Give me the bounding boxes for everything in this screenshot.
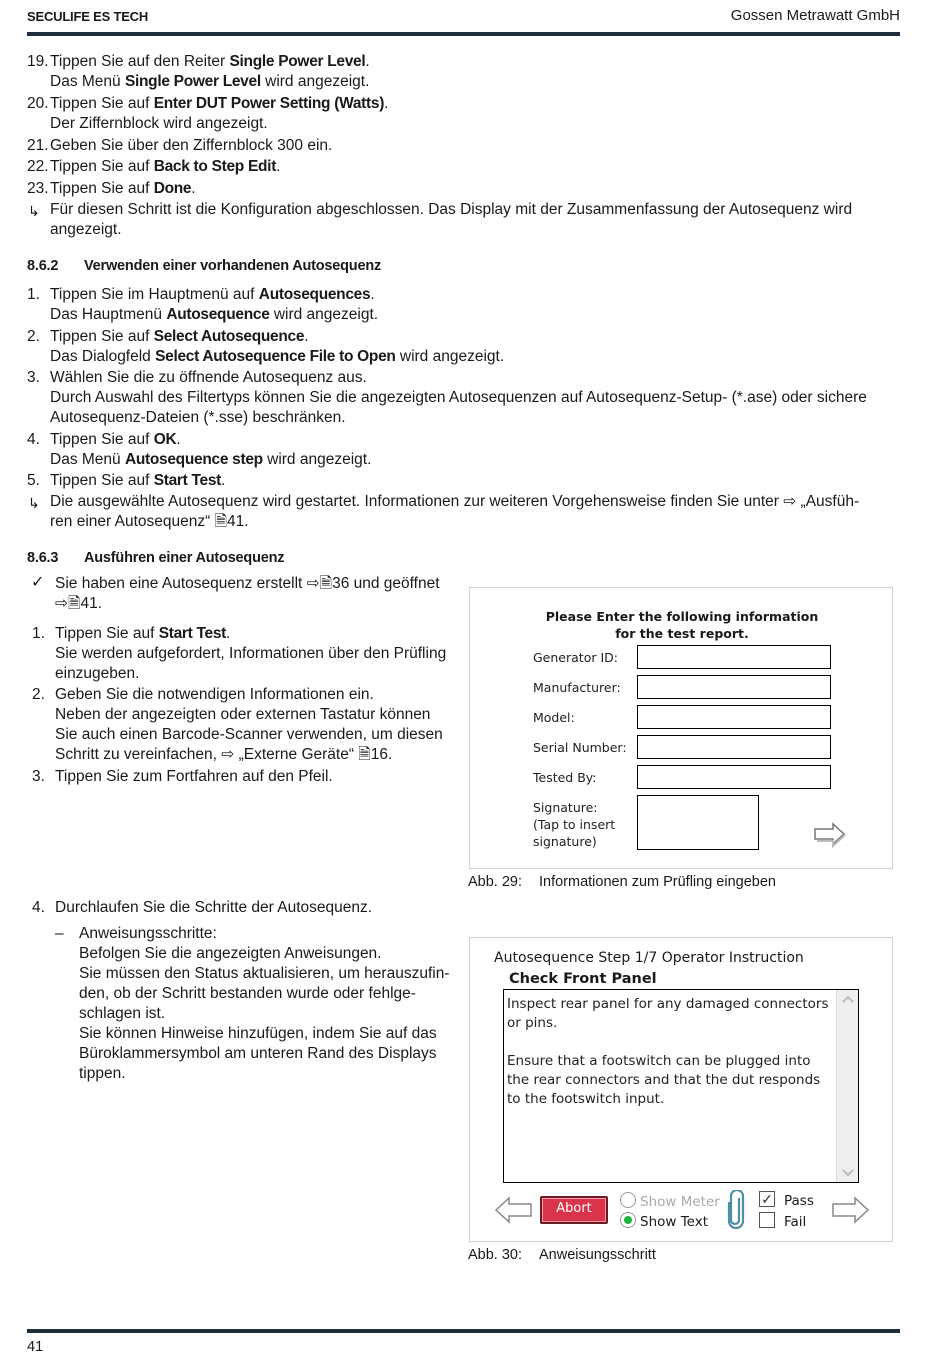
step-text-plain: wird angezeigt. xyxy=(269,306,379,323)
step-number: 3. xyxy=(27,369,40,386)
step-text xyxy=(50,72,369,92)
step-text-plain: . xyxy=(191,180,196,197)
step-text xyxy=(50,471,225,491)
sub-step-line: Büroklammersymbol am unteren Rand des Displays xyxy=(79,1045,437,1062)
field-input[interactable] xyxy=(637,765,831,789)
scrollbar[interactable] xyxy=(836,990,858,1182)
step-text-plain: . xyxy=(304,328,309,345)
step-text xyxy=(55,644,446,664)
instruction-text: Inspect rear panel for any damaged connectors or pins. Ensure that a footswitch can be plugged into the rear connectors and that the dut responds to the footswitch input. xyxy=(507,996,829,1107)
instruction-textbox[interactable] xyxy=(503,989,859,1183)
dialog-title: Please Enter the following information xyxy=(545,609,819,624)
step-text-plain: Tippen Sie auf xyxy=(50,472,154,489)
step-number: 22. xyxy=(27,158,49,175)
check-mark-icon: ✓ xyxy=(31,574,45,591)
step-text-plain: Schritt zu vereinfachen, ⇨ „Externe Geräte“ 🗎16. xyxy=(55,746,393,763)
fail-label: Fail xyxy=(784,1214,807,1230)
step-text xyxy=(55,664,139,684)
step-text-plain: Tippen Sie zum Fortfahren auf den Pfeil. xyxy=(55,768,333,785)
precondition-line: Sie haben eine Autosequenz erstellt ⇨🗎36 und geöffnet xyxy=(55,575,440,592)
ui-term: Enter DUT Power Setting (Watts) xyxy=(153,95,385,112)
step-text xyxy=(55,685,374,705)
section-number: 8.6.2 xyxy=(27,258,59,274)
scroll-up-icon[interactable] xyxy=(842,995,854,1003)
result-arrow-icon: ↳ xyxy=(28,203,40,219)
figure-caption: Anweisungsschritt xyxy=(539,1247,656,1263)
result-arrow-icon: ↳ xyxy=(28,495,40,511)
step-text-plain: Das Hauptmenü xyxy=(50,306,167,323)
signature-label: Signature: xyxy=(533,800,598,815)
step-text-plain: wird angezeigt. xyxy=(260,73,370,90)
figure-30-screen xyxy=(469,937,893,1242)
ui-term: OK xyxy=(153,431,177,448)
ui-term: Autosequence step xyxy=(124,451,263,468)
step-number: 19. xyxy=(27,53,49,70)
step-text-plain: Durch Auswahl des Filtertyps können Sie die angezeigten Autosequenzen auf Autosequenz-Setup- (*.ase) oder sichere xyxy=(50,389,867,406)
section-heading xyxy=(27,256,382,276)
step-number: 4. xyxy=(27,431,40,448)
figure-caption-number: Abb. 29: xyxy=(468,874,523,890)
step-text xyxy=(50,347,504,367)
step-text-plain: Tippen Sie auf xyxy=(50,158,154,175)
step-text-plain: Tippen Sie auf xyxy=(50,328,154,345)
step-text xyxy=(50,388,867,408)
sub-step-line: Sie müssen den Status aktualisieren, um herauszufin- xyxy=(79,965,450,982)
step-text xyxy=(50,408,346,428)
step-text xyxy=(50,114,268,134)
ui-term: Select Autosequence xyxy=(153,328,305,345)
step-text-plain: Tippen Sie auf xyxy=(55,625,159,642)
result-line: Für diesen Schritt ist die Konfiguration abgeschlossen. Das Display mit der Zusammenfassung der Autosequenz wird xyxy=(50,201,853,218)
step-text xyxy=(55,705,430,725)
ui-term: Autosequence xyxy=(166,306,270,323)
checkmark-icon: ✓ xyxy=(761,1191,773,1207)
sub-step-line: Sie können Hinweise hinzufügen, indem Sie auf das xyxy=(79,1025,437,1042)
field-label: Model: xyxy=(533,710,575,725)
step-text xyxy=(50,327,309,347)
field-label: Serial Number: xyxy=(533,740,627,755)
step-number: 20. xyxy=(27,95,49,112)
result-line: ren einer Autosequenz“ 🗎41. xyxy=(50,513,249,530)
step-text-plain: Geben Sie die notwendigen Informationen ein. xyxy=(55,686,374,703)
step-text xyxy=(50,368,367,388)
step-number: 2. xyxy=(32,686,45,703)
next-arrow-icon[interactable] xyxy=(831,1195,871,1225)
step-text-plain: . xyxy=(221,472,226,489)
step-text xyxy=(50,136,332,156)
section-heading xyxy=(27,548,285,568)
sub-step-line: Anweisungsschritte: xyxy=(79,925,217,942)
sub-step-line: tippen. xyxy=(79,1065,126,1082)
pass-checkbox[interactable] xyxy=(759,1191,775,1207)
result-line: angezeigt. xyxy=(50,221,122,238)
show-meter-label: Show Meter xyxy=(640,1194,720,1210)
sub-dash: – xyxy=(55,925,64,942)
section-title: Verwenden einer vorhandenen Autosequenz xyxy=(84,258,382,274)
step-text xyxy=(55,624,230,644)
step-title: Check Front Panel xyxy=(509,971,657,987)
ui-term: Done xyxy=(153,180,192,197)
step-text xyxy=(50,285,375,305)
step-text-plain: Tippen Sie auf xyxy=(50,180,154,197)
step-text xyxy=(50,157,280,177)
ui-term: Back to Step Edit xyxy=(153,158,277,175)
precondition-line: ⇨🗎41. xyxy=(55,595,102,612)
dialog-subtitle: for the test report. xyxy=(615,626,749,641)
step-text xyxy=(50,430,181,450)
step-number: 4. xyxy=(32,899,45,916)
pass-label: Pass xyxy=(784,1193,814,1209)
signature-label: (Tap to insert xyxy=(533,817,616,832)
ui-term: Autosequences xyxy=(258,286,371,303)
fail-checkbox[interactable] xyxy=(759,1212,775,1228)
scroll-down-icon[interactable] xyxy=(842,1169,854,1177)
step-text: Durchlaufen Sie die Schritte der Autosequenz. xyxy=(55,899,373,916)
step-header: Autosequence Step 1/7 Operator Instruction xyxy=(494,950,804,966)
signature-label: signature) xyxy=(533,834,597,849)
step-text-plain: Autosequenz-Dateien (*.sse) beschränken. xyxy=(50,409,346,426)
header-left: SECULIFE ES TECH xyxy=(27,9,149,24)
step-text-plain: Der Ziffernblock wird angezeigt. xyxy=(50,115,268,132)
step-text-plain: . xyxy=(276,158,281,175)
step-number: 5. xyxy=(27,472,40,489)
section-number: 8.6.3 xyxy=(27,550,59,566)
step-text-plain: Tippen Sie auf xyxy=(50,95,154,112)
step-text-plain: Sie werden aufgefordert, Informationen über den Prüfling xyxy=(55,645,447,662)
step-text-plain: Das Dialogfeld xyxy=(50,348,156,365)
step-text-plain: wird angezeigt. xyxy=(395,348,505,365)
field-input[interactable] xyxy=(637,735,831,759)
step-text-plain: . xyxy=(226,625,231,642)
step-text xyxy=(50,94,388,114)
ui-term: Select Autosequence File to Open xyxy=(155,348,396,365)
header-rule xyxy=(27,32,900,36)
step-text xyxy=(55,725,443,745)
show-text-radio[interactable] xyxy=(620,1212,636,1228)
figure-caption: Informationen zum Prüfling eingeben xyxy=(539,874,776,890)
step-text-plain: . xyxy=(176,431,181,448)
step-number: 2. xyxy=(27,328,40,345)
figure-29-dialog xyxy=(469,587,893,869)
ui-term: Single Power Level xyxy=(124,73,261,90)
step-number: 1. xyxy=(27,286,40,303)
field-input[interactable] xyxy=(637,705,831,729)
result-line: Die ausgewählte Autosequenz wird gestartet. Informationen zur weiteren Vorgehensweise finden Sie unter ⇨ „Ausfüh- xyxy=(50,493,860,510)
figure-caption-number: Abb. 30: xyxy=(468,1247,523,1263)
back-arrow-icon[interactable] xyxy=(493,1195,533,1225)
field-label: Tested By: xyxy=(533,770,597,785)
step-text-plain: Neben der angezeigten oder externen Tastatur können xyxy=(55,706,431,723)
step-text-plain: Das Menü xyxy=(50,451,125,468)
step-number: 21. xyxy=(27,137,49,154)
step-text xyxy=(50,179,196,199)
step-text-plain: . xyxy=(370,286,375,303)
footer-rule xyxy=(27,1329,900,1333)
step-text-plain: Tippen Sie im Hauptmenü auf xyxy=(50,286,259,303)
page-number: 41 xyxy=(27,1339,44,1355)
sub-step-line: schlagen ist. xyxy=(79,1005,166,1022)
next-arrow-icon[interactable] xyxy=(813,821,847,849)
ui-term: Single Power Level xyxy=(229,53,366,70)
field-label: Manufacturer: xyxy=(533,680,621,695)
step-text-plain: Geben Sie über den Ziffernblock 300 ein. xyxy=(50,137,333,154)
abort-button[interactable]: Abort xyxy=(540,1196,608,1224)
step-text-plain: wird angezeigt. xyxy=(262,451,372,468)
step-text xyxy=(50,305,378,325)
signature-box[interactable] xyxy=(637,795,759,850)
step-number: 3. xyxy=(32,768,45,785)
field-input[interactable] xyxy=(637,645,831,669)
paperclip-icon[interactable] xyxy=(727,1190,745,1230)
field-input[interactable] xyxy=(637,675,831,699)
sub-step-line: den, ob der Schritt bestanden wurde oder fehlge- xyxy=(79,985,416,1002)
step-text-plain: einzugeben. xyxy=(55,665,140,682)
step-text-plain: Wählen Sie die zu öffnende Autosequenz aus. xyxy=(50,369,367,386)
step-text xyxy=(55,767,333,787)
step-text xyxy=(55,745,392,765)
step-text-plain: Tippen Sie auf den Reiter xyxy=(50,53,230,70)
step-text xyxy=(50,450,371,470)
step-text-plain: . xyxy=(365,53,370,70)
show-text-label: Show Text xyxy=(640,1214,709,1230)
step-text-plain: . xyxy=(384,95,389,112)
show-meter-radio[interactable] xyxy=(620,1192,636,1208)
ui-term: Start Test xyxy=(158,625,227,642)
step-number: 1. xyxy=(32,625,45,642)
step-text-plain: Tippen Sie auf xyxy=(50,431,154,448)
step-text xyxy=(50,52,370,72)
step-text-plain: Sie auch einen Barcode-Scanner verwenden, um diesen xyxy=(55,726,443,743)
section-title: Ausführen einer Autosequenz xyxy=(84,550,285,566)
step-number: 23. xyxy=(27,180,49,197)
sub-step-line: Befolgen Sie die angezeigten Anweisungen. xyxy=(79,945,382,962)
header-right: Gossen Metrawatt GmbH xyxy=(730,7,900,24)
ui-term: Start Test xyxy=(153,472,222,489)
step-text-plain: Das Menü xyxy=(50,73,125,90)
field-label: Generator ID: xyxy=(533,650,618,665)
